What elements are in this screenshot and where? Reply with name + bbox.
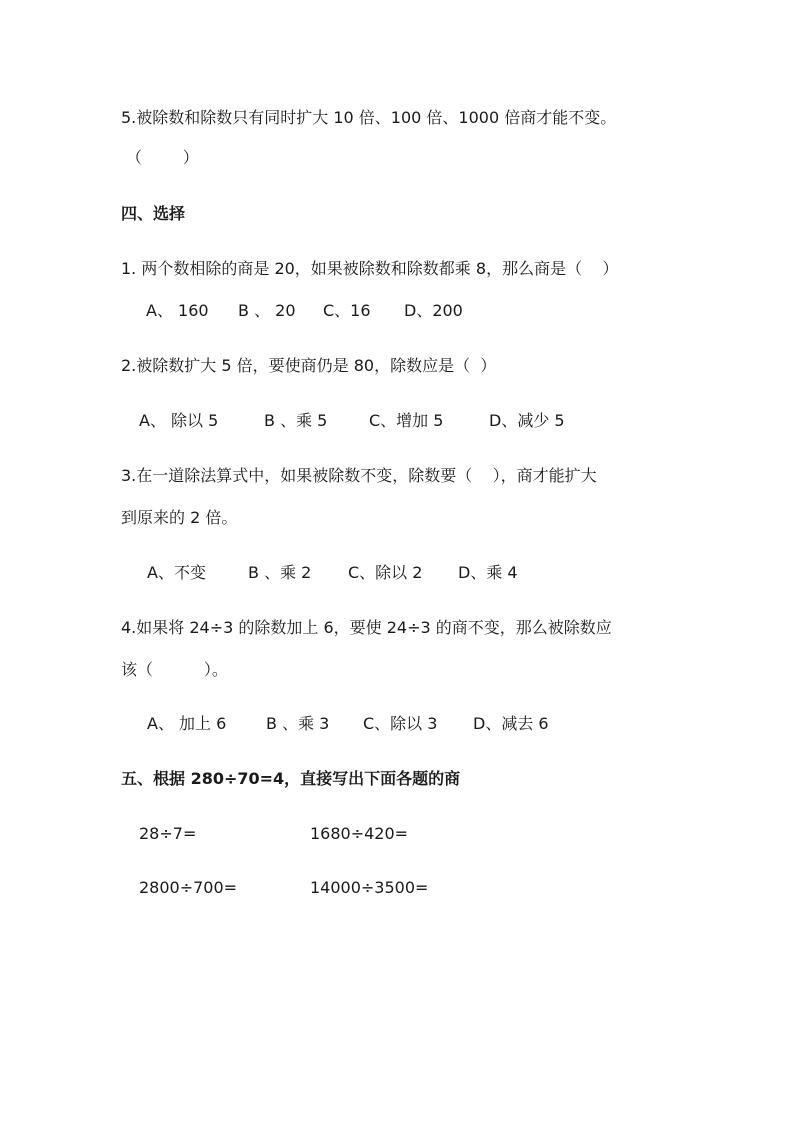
option-d[interactable]: D、减去 6 xyxy=(473,714,549,733)
option-a[interactable]: A、 加上 6 xyxy=(147,714,227,733)
quotient-item: 28÷7= xyxy=(139,824,197,843)
quotient-item: 2800÷700= xyxy=(139,878,238,897)
section-heading-choice: 四、选择 xyxy=(121,204,186,223)
choice-question-3: 3.在一道除法算式中，如果被除数不变，除数要（ ），商才能扩大 xyxy=(121,466,597,485)
option-b[interactable]: B 、乘 2 xyxy=(248,563,312,582)
option-c[interactable]: C、除以 3 xyxy=(363,714,438,733)
option-b[interactable]: B 、乘 5 xyxy=(264,411,328,430)
option-d[interactable]: D、乘 4 xyxy=(458,563,518,582)
judgment-question-5: 5.被除数和除数只有同时扩大 10 倍、100 倍、1000 倍商才能不变。 xyxy=(121,108,617,127)
option-d[interactable]: D、减少 5 xyxy=(489,411,565,430)
option-c[interactable]: C、除以 2 xyxy=(348,563,423,582)
option-a[interactable]: A、 160 xyxy=(146,301,209,320)
quotient-item: 1680÷420= xyxy=(310,824,409,843)
choice-question-4-cont: 该（ ）。 xyxy=(121,660,228,679)
option-a[interactable]: A、 除以 5 xyxy=(139,411,219,430)
section-heading-quotients: 五、根据 280÷70=4，直接写出下面各题的商 xyxy=(121,769,461,788)
choice-question-3-cont: 到原来的 2 倍。 xyxy=(121,508,238,527)
option-c[interactable]: C、增加 5 xyxy=(369,411,444,430)
choice-question-4: 4.如果将 24÷3 的除数加上 6，要使 24÷3 的商不变，那么被除数应 xyxy=(121,618,612,637)
option-b[interactable]: B 、乘 3 xyxy=(266,714,330,733)
option-a[interactable]: A、不变 xyxy=(147,563,206,582)
option-b[interactable]: B 、 20 xyxy=(238,301,296,320)
option-d[interactable]: D、200 xyxy=(404,301,463,320)
choice-question-1: 1. 两个数相除的商是 20，如果被除数和除数都乘 8，那么商是（ ） xyxy=(121,259,619,278)
option-c[interactable]: C、16 xyxy=(323,301,371,320)
quotient-item: 14000÷3500= xyxy=(310,878,429,897)
answer-blank[interactable]: （ ） xyxy=(126,148,199,167)
choice-question-2: 2.被除数扩大 5 倍，要使商仍是 80，除数应是（ ） xyxy=(121,356,497,375)
